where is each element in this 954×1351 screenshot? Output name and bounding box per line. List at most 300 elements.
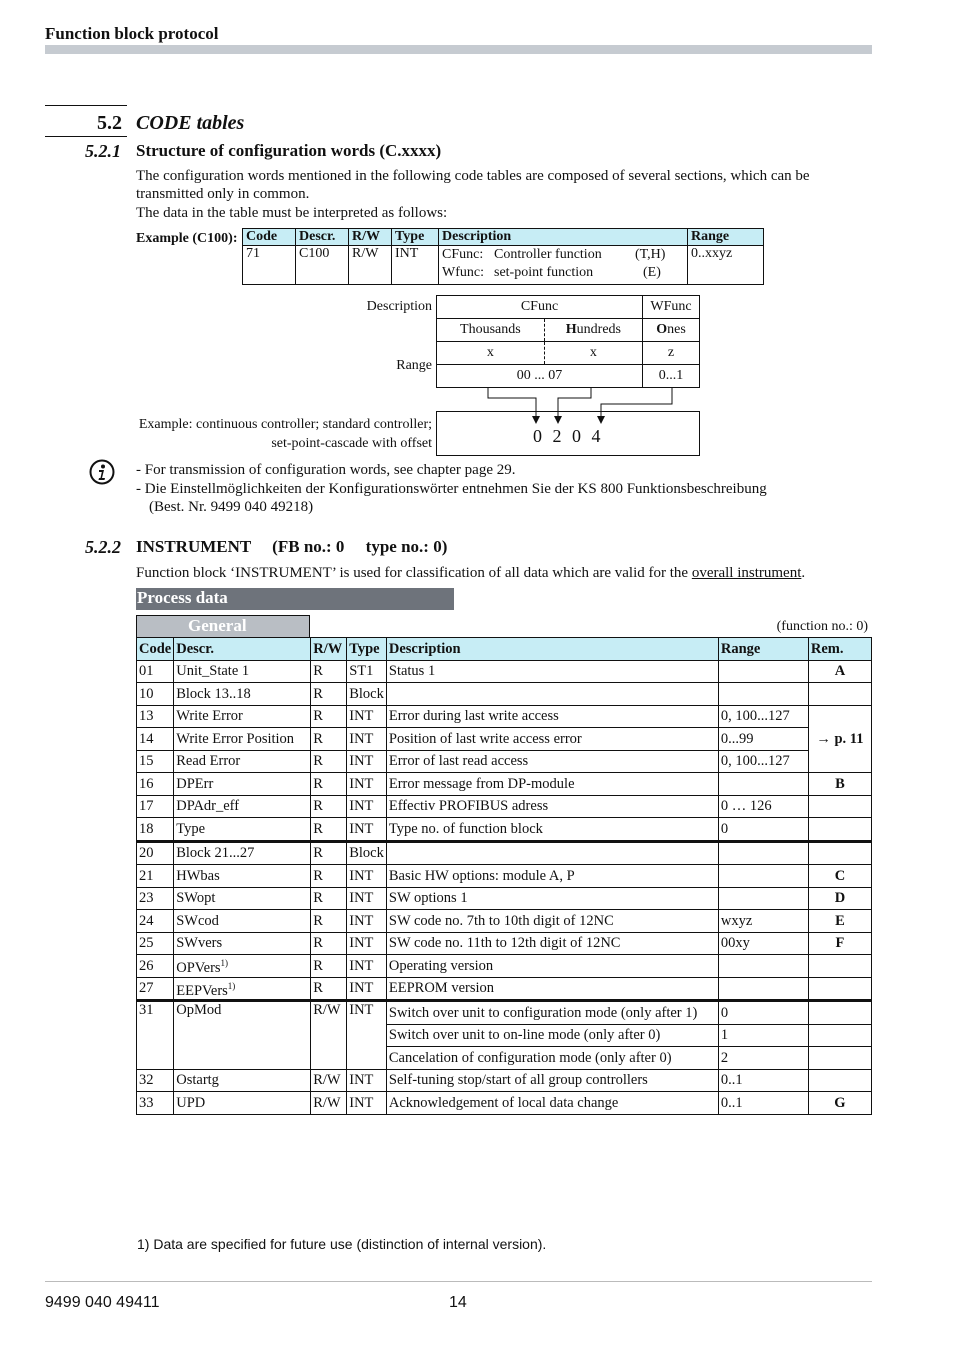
table-row [137, 910, 872, 933]
cell-description-text: Position of last write access error [388, 730, 582, 747]
cell-descr-text: Write Error Position [176, 730, 295, 747]
cell-type [347, 841, 387, 865]
instrument-paragraph [136, 564, 876, 582]
cell-description [386, 750, 718, 773]
cell-range-text: wxyz [720, 912, 753, 929]
cell-descr-text: Unit_State 1 [176, 663, 250, 680]
function-number: (function no.: 0) [776, 619, 868, 634]
cell-code [137, 750, 174, 773]
cell-range [718, 728, 808, 751]
table-row [137, 977, 872, 1001]
instrument-paragraph-end: . [801, 565, 806, 581]
cell-code [137, 932, 174, 955]
cell-code-text: 27 [139, 980, 154, 997]
cell-type-text: INT [349, 890, 374, 907]
cell-type [347, 955, 387, 978]
cell-code-text: 18 [139, 820, 154, 837]
diagram-z-ones: z [643, 342, 700, 365]
table-row [137, 1092, 872, 1115]
diagram-example-text [100, 415, 432, 453]
cell-range-text: 0..1 [720, 1094, 743, 1111]
cell-range-text: 00xy [720, 935, 750, 952]
cell-type-text: Block [349, 685, 384, 702]
instrument-code-table [136, 637, 872, 1115]
cell-rem-text: B [835, 775, 845, 792]
cell-descr-text: SWvers [176, 935, 223, 952]
cell-range-text: 0..1 [720, 1072, 743, 1089]
cell-type-text: INT [349, 867, 374, 884]
cell-descr-text: SWopt [176, 890, 216, 907]
cell-rw [311, 841, 347, 865]
table-row [137, 1069, 872, 1092]
cell-descr [174, 683, 311, 706]
cell-rw-text: R [313, 730, 323, 747]
cell-description [386, 910, 718, 933]
cell-type [347, 932, 387, 955]
table-row [137, 773, 872, 796]
config-word-diagram [436, 295, 700, 388]
cell-description [386, 932, 718, 955]
header-code: Code [137, 638, 174, 661]
cell-rw [311, 795, 347, 818]
section-rule [45, 105, 127, 106]
cell-rem [808, 910, 871, 933]
cell-descr [174, 1092, 311, 1115]
cell-description [386, 865, 718, 888]
cell-rem-text: E [835, 912, 845, 929]
cell-description-text: Error message from DP-module [388, 775, 575, 792]
cell-rw-text: R/W [313, 1072, 341, 1089]
cell-rw [311, 728, 347, 751]
cell-rw-text: R [313, 753, 323, 770]
cell-rw-text: R [313, 775, 323, 792]
cell-description-text: Self-tuning stop/start of all group controllers [388, 1072, 648, 1089]
ex-desc-wfunc-text: set-point function [494, 265, 594, 280]
cell-description [386, 887, 718, 910]
diagram-hundreds-rest: undreds [576, 322, 621, 337]
cell-code [137, 887, 174, 910]
cell-description [386, 728, 718, 751]
cell-descr-text: Block 13..18 [176, 685, 251, 702]
cell-range [718, 955, 808, 978]
cell-description-text: SW code no. 11th to 12th digit of 12NC [388, 935, 621, 952]
diagram-ones-rest: nes [667, 322, 686, 337]
cell-rw-text: R [313, 867, 323, 884]
cell-descr-text: Read Error [176, 753, 241, 770]
cell-description [386, 773, 718, 796]
cell-rem [808, 818, 871, 842]
cell-descr [174, 977, 311, 1001]
header-bar [45, 45, 872, 54]
cell-descr-text: UPD [176, 1094, 206, 1111]
cell-type [347, 728, 387, 751]
cell-range [718, 773, 808, 796]
cell-type-text: INT [349, 935, 374, 952]
cell-rw-text: R [313, 912, 323, 929]
cell-type [347, 750, 387, 773]
cell-description-text: Error of last read access [388, 753, 529, 770]
cell-descr [174, 955, 311, 978]
cell-rw [311, 818, 347, 842]
cell-descr [174, 728, 311, 751]
note-line-3: (Best. Nr. 9499 040 49218) [149, 499, 314, 515]
cell-code [137, 1092, 174, 1115]
cell-description-text: Status 1 [388, 663, 436, 680]
cell-descr [174, 1001, 311, 1070]
cell-rw [311, 865, 347, 888]
table-row [137, 705, 872, 728]
cell-description-text: SW options 1 [388, 890, 468, 907]
diagram-x-thousands: x [437, 342, 545, 365]
cell-code [137, 705, 174, 728]
cell-type-text: INT [349, 775, 374, 792]
table-row [137, 887, 872, 910]
note-line-2: - Die Einstellmöglichkeiten der Konfigurationswörter entnehmen Sie der KS 800 Funktionsbeschreibung [136, 481, 767, 497]
intro-paragraph: The configuration words mentioned in the following code tables are composed of several sections, which can be transmitted only in common. [136, 168, 810, 202]
cell-range-text: 0, 100...127 [720, 708, 790, 725]
cell-range [718, 910, 808, 933]
cell-description [386, 1001, 718, 1025]
cell-range [718, 932, 808, 955]
cell-range [718, 705, 808, 728]
cell-type-text: INT [349, 730, 374, 747]
diagram-example-line1: Example: continuous controller; standard controller; [138, 417, 432, 432]
cell-descr [174, 932, 311, 955]
table-row [137, 728, 872, 751]
cell-code [137, 660, 174, 683]
cell-range-text: 1 [720, 1027, 729, 1044]
cell-rw [311, 1001, 347, 1070]
cell-rem-text: A [834, 663, 846, 680]
diagram-range-wfunc: 0...1 [643, 365, 700, 388]
cell-description [386, 1024, 718, 1047]
subsection-number: 5.2.1 [85, 141, 121, 161]
process-data-bar [136, 588, 454, 610]
cell-code [137, 773, 174, 796]
cell-description-text: Operating version [388, 957, 494, 974]
cell-descr-text: Type [176, 820, 206, 837]
cell-range [718, 660, 808, 683]
ex-header-range: Range [688, 229, 764, 246]
cell-range-text: 0 [720, 820, 729, 837]
cell-code-text: 23 [139, 890, 154, 907]
cell-description [386, 705, 718, 728]
ex-header-description: Description [439, 229, 688, 246]
cell-type-text: INT [349, 1002, 374, 1018]
cell-rem [808, 977, 871, 1001]
cell-code-text: 14 [139, 730, 154, 747]
cell-type [347, 705, 387, 728]
cell-description-text: Basic HW options: module A, P [388, 867, 575, 884]
ex-header-type: Type [392, 229, 439, 246]
cell-descr [174, 795, 311, 818]
header-rw: R/W [311, 638, 347, 661]
cell-rem [808, 932, 871, 955]
cell-type-text: INT [349, 708, 374, 725]
cell-rem-text: C [834, 867, 846, 884]
cell-rem [808, 841, 871, 865]
table-row [137, 932, 872, 955]
cell-description-text: EEPROM version [388, 980, 494, 997]
cell-code-text: 25 [139, 935, 154, 952]
cell-description [386, 1047, 718, 1070]
cell-descr [174, 1069, 311, 1092]
cell-rw-text: R [313, 890, 323, 907]
cell-code-text: 17 [139, 798, 154, 815]
diagram-cfunc: CFunc [437, 296, 643, 319]
cell-rw-text: R [313, 957, 323, 974]
cell-descr [174, 910, 311, 933]
cell-range [718, 1069, 808, 1092]
cell-descr [174, 887, 311, 910]
cell-rw [311, 1092, 347, 1115]
table-row [137, 750, 872, 773]
cell-rw-text: R/W [313, 1094, 341, 1111]
header-description: Description [386, 638, 718, 661]
cell-range-text: 0 [720, 1004, 729, 1021]
cell-range-text: 2 [720, 1049, 729, 1066]
cell-code-text: 31 [139, 1002, 154, 1018]
cell-rem [808, 795, 871, 818]
ex-range: 0..xxyz [688, 246, 764, 285]
table-row [137, 795, 872, 818]
process-data-label: Process data [137, 588, 228, 607]
cell-code-text: 15 [139, 753, 154, 770]
diagram-description-label: Description [366, 299, 432, 314]
cell-type-text: INT [349, 957, 374, 974]
section-title: CODE tables [136, 112, 245, 134]
cell-rw-text: R [313, 798, 323, 815]
header-range: Range [718, 638, 808, 661]
cell-rem [808, 773, 871, 796]
cell-range [718, 841, 808, 865]
cell-descr [174, 750, 311, 773]
cell-rw-text: R [313, 663, 323, 680]
cell-code [137, 865, 174, 888]
diagram-range-cfunc: 00 ... 07 [437, 365, 643, 388]
cell-descr [174, 865, 311, 888]
cell-type-text: INT [349, 1094, 374, 1111]
cell-descr [174, 660, 311, 683]
ex-code: 71 [243, 246, 296, 285]
diagram-thousands: Thousands [437, 319, 545, 342]
example-label: Example (C100): [136, 231, 238, 246]
ex-type: INT [392, 246, 439, 285]
subsection-title: Structure of configuration words (C.xxxx) [136, 141, 442, 160]
cell-rw-text: R [313, 980, 323, 997]
cell-code-text: 24 [139, 912, 154, 929]
instrument-paragraph-underlined: overall instrument [691, 565, 802, 581]
example-table [242, 228, 764, 285]
cell-code [137, 977, 174, 1001]
table-row [137, 660, 872, 683]
cell-rem [808, 1069, 871, 1092]
cell-rw-text: R/W [313, 1002, 341, 1018]
cell-code [137, 818, 174, 842]
cell-descr-text: DPErr [176, 775, 214, 792]
cell-type [347, 977, 387, 1001]
footnote: 1) Data are specified for future use (distinction of internal version). [137, 1236, 547, 1252]
ex-desc-wfunc-code: (E) [643, 265, 661, 280]
cell-rem [808, 660, 871, 683]
header-descr: Descr. [174, 638, 311, 661]
diagram-ones [643, 319, 700, 342]
cell-descr [174, 705, 311, 728]
cell-description-text: Cancelation of configuration mode (only after 0) [388, 1049, 672, 1066]
ex-desc-cfunc-code: (T,H) [635, 247, 666, 262]
note-line-1: - For transmission of configuration words, see chapter page 29. [136, 462, 516, 478]
cell-range [718, 818, 808, 842]
table-row [137, 955, 872, 978]
cell-rw-text: R [313, 820, 323, 837]
cell-code-text: 10 [139, 685, 154, 702]
cell-descr-text: Write Error [176, 708, 243, 725]
cell-description [386, 818, 718, 842]
cell-rw [311, 932, 347, 955]
ex-desc-cfunc-text: Controller function [494, 247, 602, 262]
cell-description [386, 1069, 718, 1092]
cell-rem [808, 955, 871, 978]
diagram-x-hundreds: x [544, 342, 642, 365]
cell-range-text: 0, 100...127 [720, 753, 790, 770]
cell-description-text: Acknowledgement of local data change [388, 1094, 619, 1111]
cell-description [386, 660, 718, 683]
instrument-paragraph-a: Function block ‘INSTRUMENT’ is used for classification of all data which are valid for the [136, 565, 692, 581]
cell-code-text: 20 [139, 845, 154, 862]
cell-code-text: 21 [139, 867, 154, 884]
ex-rw: R/W [349, 246, 392, 285]
diagram-example-value: 0 2 0 4 [533, 426, 604, 446]
cell-rem [808, 1092, 871, 1115]
cell-rw [311, 887, 347, 910]
footer-rule [45, 1281, 872, 1282]
cell-descr-text: OpMod [176, 1002, 222, 1018]
cell-description [386, 1092, 718, 1115]
cell-type [347, 865, 387, 888]
cell-rw [311, 955, 347, 978]
cell-type [347, 910, 387, 933]
cell-rw [311, 773, 347, 796]
cell-descr-text: SWcod [176, 912, 219, 929]
cell-description-text: SW code no. 7th to 10th digit of 12NC [388, 912, 614, 929]
cell-descr-text: EEPVers [176, 982, 228, 999]
cell-description-text: Type no. of function block [388, 820, 543, 837]
cell-rw-text: R [313, 845, 323, 862]
cell-rw [311, 1069, 347, 1092]
general-tab [136, 615, 310, 637]
footnote-marker: 1) [220, 958, 229, 969]
cell-code-text: 33 [139, 1094, 154, 1111]
cell-range [718, 1001, 808, 1025]
cell-type [347, 818, 387, 842]
cell-type-text: Block [349, 845, 384, 862]
diagram-example-box [436, 411, 700, 456]
diagram-ones-initial: O [656, 322, 668, 337]
cell-range [718, 750, 808, 773]
cell-rw [311, 705, 347, 728]
cell-rw-text: R [313, 935, 323, 952]
cell-type-text: INT [349, 980, 374, 997]
cell-code-text: 16 [139, 775, 154, 792]
cell-range-text: 0 … 126 [720, 798, 772, 815]
cell-range [718, 683, 808, 706]
cell-range [718, 1047, 808, 1070]
cell-range [718, 887, 808, 910]
cell-description-text: Switch over unit to configuration mode (only after 1) [388, 1004, 698, 1021]
cell-type [347, 660, 387, 683]
footnote-marker: 1) [227, 980, 236, 991]
cell-range [718, 1092, 808, 1115]
cell-code [137, 1069, 174, 1092]
ex-descr: C100 [296, 246, 349, 285]
table-header-row [137, 638, 872, 661]
table-row [137, 818, 872, 842]
cell-description-text: Switch over unit to on-line mode (only after 0) [388, 1027, 661, 1044]
diagram-hundreds [544, 319, 642, 342]
cell-rem-text: F [835, 935, 845, 952]
cell-rem [808, 1047, 871, 1070]
ex-desc-wfunc: Wfunc: [442, 265, 484, 280]
cell-range [718, 1024, 808, 1047]
info-icon [88, 458, 116, 486]
cell-rw [311, 660, 347, 683]
cell-code-text: 13 [139, 708, 154, 725]
cell-code [137, 955, 174, 978]
cell-description-text: Effectiv PROFIBUS adress [388, 798, 549, 815]
cell-range [718, 795, 808, 818]
cell-rem [808, 887, 871, 910]
cell-rem-text: D [834, 890, 846, 907]
cell-code [137, 1001, 174, 1070]
cell-rem-text: → p. 11 [816, 730, 864, 747]
cell-range-text: 0...99 [720, 730, 754, 747]
subsection2-number: 5.2.2 [85, 537, 121, 557]
cell-descr-text: Ostartg [176, 1072, 219, 1089]
cell-descr [174, 841, 311, 865]
cell-code [137, 795, 174, 818]
cell-description [386, 955, 718, 978]
cell-code [137, 683, 174, 706]
cell-type-text: ST1 [349, 663, 374, 680]
ex-desc-cfunc: CFunc: [442, 247, 484, 262]
cell-rw-text: R [313, 685, 323, 702]
section-rule-bottom [45, 136, 127, 137]
cell-descr [174, 818, 311, 842]
cell-type [347, 1069, 387, 1092]
cell-type [347, 1092, 387, 1115]
cell-code-text: 32 [139, 1072, 154, 1089]
table-row [137, 1001, 872, 1025]
footer-page-number: 14 [449, 1294, 467, 1311]
ex-header-rw: R/W [349, 229, 392, 246]
cell-rw [311, 683, 347, 706]
cell-code [137, 841, 174, 865]
interpret-paragraph: The data in the table must be interpreted as follows: [136, 205, 448, 221]
cell-type [347, 887, 387, 910]
cell-rw-text: R [313, 708, 323, 725]
cell-rem [808, 865, 871, 888]
header-rem: Rem. [808, 638, 871, 661]
ex-header-descr: Descr. [296, 229, 349, 246]
cell-description [386, 683, 718, 706]
header-type: Type [347, 638, 387, 661]
cell-type [347, 795, 387, 818]
cell-descr-text: DPAdr_eff [176, 798, 240, 815]
cell-code-text: 26 [139, 957, 154, 974]
cell-descr-text: OPVers [176, 960, 221, 977]
cell-code-text: 01 [139, 663, 154, 680]
cell-type [347, 683, 387, 706]
